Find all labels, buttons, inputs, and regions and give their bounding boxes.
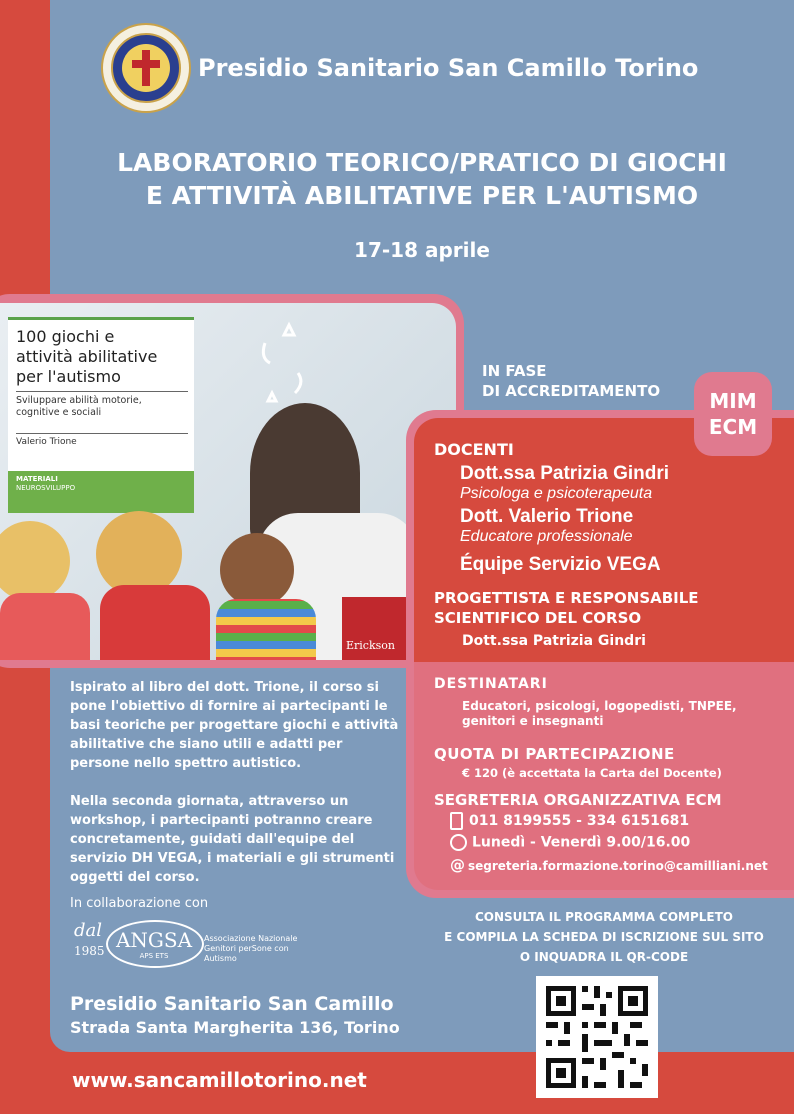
at-icon: @ xyxy=(450,856,465,874)
book-subtitle xyxy=(16,395,142,419)
book-photo xyxy=(0,303,456,660)
progettista-heading-line2: SCIENTIFICO DEL CORSO xyxy=(434,609,642,627)
address-line1: Presidio Sanitario San Camillo xyxy=(70,993,394,1015)
quota-text: € 120 (è accettata la Carta del Docente) xyxy=(462,766,722,780)
description-para1: Ispirato al libro del dott. Trione, il corso si pone l'obiettivo di fornire ai partecipanti le basi teoriche per progettare giochi e attività abilitative che siano utili e adatti per persone nello spettro autistico. xyxy=(70,680,399,771)
angsa-dal: dal xyxy=(74,920,103,941)
book-subtitle-line2: cognitive e sociali xyxy=(16,407,102,418)
consulta-line2: E COMPILA LA SCHEDA DI ISCRIZIONE SUL SITO xyxy=(444,930,764,944)
destinatari-text xyxy=(462,699,737,729)
clock-icon xyxy=(450,834,467,851)
docenti-heading: DOCENTI xyxy=(434,440,514,459)
mim-ecm-badge xyxy=(694,372,772,456)
progettista-name: Dott.ssa Patrizia Gindri xyxy=(462,633,646,649)
book-subtitle-line1: Sviluppare abilità motorie, xyxy=(16,395,142,406)
book-author: Valerio Trione xyxy=(16,437,77,447)
docente-2-name: Dott. Valerio Trione xyxy=(460,506,634,527)
book-series-line2: NEUROSVILUPPO xyxy=(16,484,76,492)
segreteria-hours: Lunedì - Venerdì 9.00/16.00 xyxy=(472,834,691,851)
quota-heading: QUOTA DI PARTECIPAZIONE xyxy=(434,745,675,763)
book-title-line3: per l'autismo xyxy=(16,367,121,386)
angsa-name: ANGSA xyxy=(115,928,193,952)
docenti-team: Équipe Servizio VEGA xyxy=(460,554,661,575)
book-title xyxy=(16,327,157,387)
progettista-heading-line1: PROGETTISTA E RESPONSABILE xyxy=(434,589,699,607)
angsa-aps: APS ETS xyxy=(139,952,169,960)
book-series xyxy=(8,471,194,513)
accreditation-line1: IN FASE xyxy=(482,362,547,380)
docente-1-name: Dott.ssa Patrizia Gindri xyxy=(460,463,670,484)
child-left-shirt xyxy=(0,593,90,660)
course-title-line1: LABORATORIO TEORICO/PRATICO DI GIOCHI xyxy=(117,148,727,177)
erickson-label: Erickson xyxy=(346,639,395,652)
accreditation-text xyxy=(482,361,660,401)
angsa-assoc xyxy=(204,934,314,964)
angsa-year: 1985 xyxy=(74,944,105,958)
segreteria-heading: SEGRETERIA ORGANIZZATIVA ECM xyxy=(434,791,722,809)
camilliani-seal-logo xyxy=(100,22,192,114)
badge-line1: MIM xyxy=(709,389,757,413)
child-right-shirt xyxy=(216,599,316,660)
progettista-heading xyxy=(434,588,699,628)
child-right xyxy=(220,533,294,607)
angsa-assoc-line2: Genitori perSone con Autismo xyxy=(204,944,289,963)
course-dates: 17-18 aprile xyxy=(354,238,490,262)
consulta-line1: CONSULTA IL PROGRAMMA COMPLETO xyxy=(474,910,734,924)
book-title-line1: 100 giochi e xyxy=(16,327,115,346)
book-cover xyxy=(8,317,194,513)
destinatari-heading: DESTINATARI xyxy=(434,676,548,692)
doodle-icon xyxy=(250,313,330,413)
segreteria-email[interactable]: segreteria.formazione.torino@camilliani.net xyxy=(468,859,768,873)
course-description xyxy=(70,678,406,887)
docente-2-role: Educatore professionale xyxy=(460,528,633,545)
segreteria-phone: 011 8199555 - 334 6151681 xyxy=(469,813,690,829)
segreteria-phone-row xyxy=(450,812,689,830)
book-series-line1: MATERIALI xyxy=(16,475,58,483)
docente-1-role: Psicologa e psicoterapeuta xyxy=(460,485,653,502)
angsa-assoc-line1: Associazione Nazionale xyxy=(204,934,298,943)
phone-icon xyxy=(450,812,463,830)
collab-label: In collaborazione con xyxy=(70,896,209,911)
course-title-line2: E ATTIVITÀ ABILITATIVE PER L'AUTISMO xyxy=(145,181,699,210)
destinatari-line1: Educatori, psicologi, logopedisti, TNPEE, xyxy=(462,699,737,713)
child-left xyxy=(0,521,70,601)
destinatari-line2: genitori e insegnanti xyxy=(462,714,604,728)
description-para2: Nella seconda giornata, attraverso un workshop, i partecipanti potranno creare concretamente, guidati dall'equipe del servizio DH VEGA, i materiali e gli strumenti oggetti del corso. xyxy=(70,794,395,885)
consulta-text xyxy=(414,907,794,967)
child-middle-shirt xyxy=(100,585,210,660)
segreteria-hours-row xyxy=(450,834,690,851)
badge-line2: ECM xyxy=(708,415,758,439)
segreteria-email-row xyxy=(450,856,768,874)
institution-name: Presidio Sanitario San Camillo Torino xyxy=(198,54,699,82)
accreditation-line2: DI ACCREDITAMENTO xyxy=(482,382,661,400)
book-title-line2: attività abilitative xyxy=(16,347,158,366)
erickson-logo xyxy=(342,597,406,660)
qr-code[interactable] xyxy=(536,976,658,1098)
angsa-logo xyxy=(74,916,314,968)
docenti-list xyxy=(460,463,669,576)
address-line2: Strada Santa Margherita 136, Torino xyxy=(70,1018,400,1037)
course-title xyxy=(50,146,794,212)
consulta-line3: O INQUADRA IL QR-CODE xyxy=(519,950,689,964)
address-block xyxy=(70,992,400,1040)
website-link[interactable]: www.sancamillotorino.net xyxy=(72,1068,367,1092)
